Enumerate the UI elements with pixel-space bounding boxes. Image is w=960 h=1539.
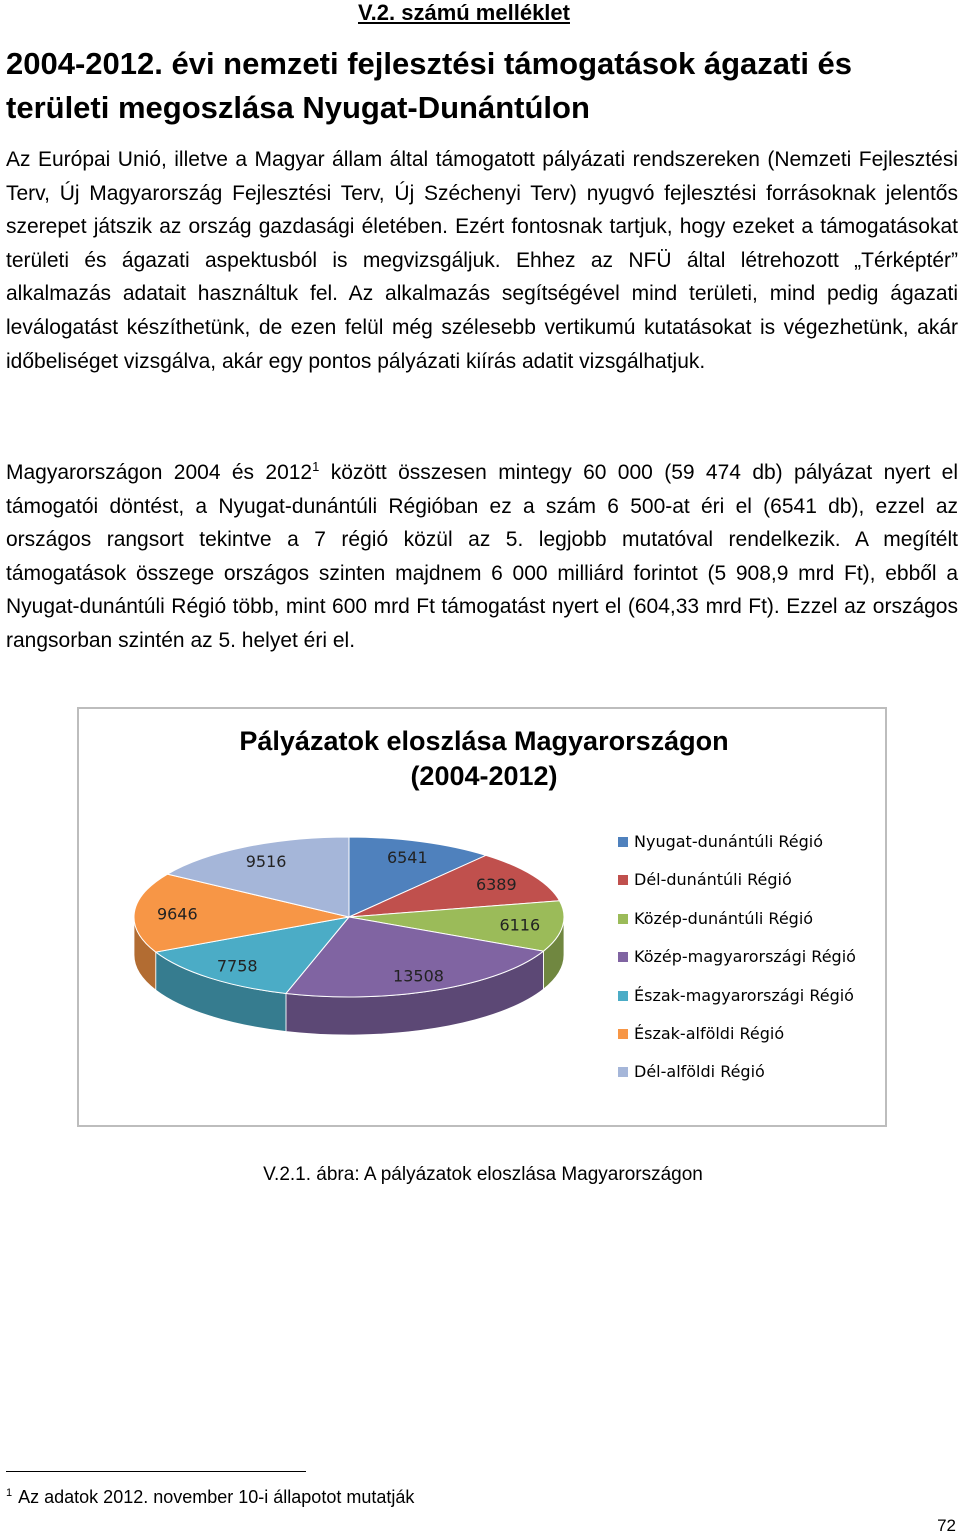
legend-swatch	[618, 914, 628, 924]
legend-item	[618, 947, 856, 985]
legend-item	[618, 870, 856, 908]
figure-caption: V.2.1. ábra: A pályázatok eloszlása Magyarországon	[263, 1164, 703, 1185]
legend-item	[618, 909, 856, 947]
legend-label: Dél-dunántúli Régió	[634, 870, 792, 890]
document-title-line-1: 2004-2012. évi nemzeti fejlesztési támogatások ágazati és	[6, 46, 853, 81]
paragraph-statistics-rest: között összesen mintegy 60 000 (59 474 db) pályázat nyert el támogatói döntést, a Nyugat-dunántúli Régióban ez a szám 6 500-at éri el (6541 db), ezzel az országos rangsort tekintve a 7 régió közül az 5. legjobb mutatóval rendelkezik. A megítélt támogatások összege országos szinten majdnem 6 000 milliárd forintot (5 908,9 mrd Ft), ebből a Nyugat-dunántúli Régió több, mint 600 mrd Ft támogatást nyert el (604,33 mrd Ft). Ezzel az országos rangsorban szintén az 5. helyet éri el.	[6, 461, 959, 652]
annex-label: V.2. számú melléklet	[358, 0, 570, 25]
legend-label: Észak-alföldi Régió	[634, 1023, 785, 1043]
document-title	[6, 42, 956, 130]
legend-swatch	[618, 952, 628, 962]
legend-swatch	[618, 875, 628, 885]
footnote-separator	[6, 1471, 306, 1472]
footnote	[6, 1487, 414, 1508]
paragraph-statistics	[6, 456, 958, 658]
pie-data-label-1: 6541	[386, 847, 428, 867]
footnote-reference[interactable]: 1	[312, 459, 320, 474]
legend-item	[618, 832, 856, 870]
legend-label: Közép-dunántúli Régió	[634, 908, 814, 928]
chart-legend	[618, 832, 856, 1101]
legend-item	[618, 986, 856, 1024]
pie-data-label-3: 6116	[499, 915, 541, 935]
paragraph-intro: Az Európai Unió, illetve a Magyar állam által támogatott pályázati rendszereken (Nemzeti Fejlesztési Terv, Új Magyarország Fejlesztési Terv, Új Széchenyi Terv) nyugvó fejlesztési forrásoknak jelentős szerepet játszik az ország gazdasági életében. Ezért fontosnak tartjuk, hogy ezeket a támogatásokat területi és ágazati aspektusból is megvizsgáljuk. Ehhez az NFÜ által létrehozott „Térképtér” alkalmazás adatait használtuk fel. Az alkalmazás segítségével mind területi, mind pedig ágazati leválogatást készíthetünk, de ezen felül még szélesebb vertikumú kutatásokat is végezhetünk, akár időbeliséget vizsgálva, akár egy pontos pályázati kiírás adatit vizsgálhatjuk.	[6, 148, 958, 373]
pie-data-label-2: 6389	[475, 875, 517, 894]
legend-label: Közép-magyarországi Régió	[634, 947, 856, 967]
legend-swatch	[618, 837, 628, 847]
legend-label: Nyugat-dunántúli Régió	[634, 832, 823, 851]
footnote-text: Az adatok 2012. november 10-i állapotot mutatják	[18, 1487, 415, 1507]
chart-title-line-2: (2004-2012)	[410, 761, 558, 791]
pie-data-label-5: 7758	[216, 956, 258, 976]
pie-data-label-4: 13508	[393, 966, 444, 986]
pie-data-label-6: 9646	[156, 904, 198, 924]
legend-item	[618, 1062, 856, 1100]
pie-data-label-7: 9516	[245, 851, 287, 871]
legend-label: Dél-alföldi Régió	[634, 1062, 765, 1082]
paragraph-statistics-start: Magyarországon 2004 és 2012	[6, 461, 313, 484]
legend-label: Észak-magyarországi Régió	[634, 985, 854, 1005]
pie-chart-frame	[77, 707, 887, 1127]
chart-title-line-1: Pályázatok eloszlása Magyarországon	[239, 726, 729, 756]
legend-item	[618, 1024, 856, 1062]
document-title-line-2: területi megoszlása Nyugat-Dunántúlon	[6, 90, 590, 125]
legend-swatch	[618, 1029, 628, 1039]
footnote-marker: 1	[6, 1487, 13, 1499]
legend-swatch	[618, 1067, 628, 1077]
legend-swatch	[618, 991, 628, 1001]
page-number: 72	[937, 1516, 956, 1535]
